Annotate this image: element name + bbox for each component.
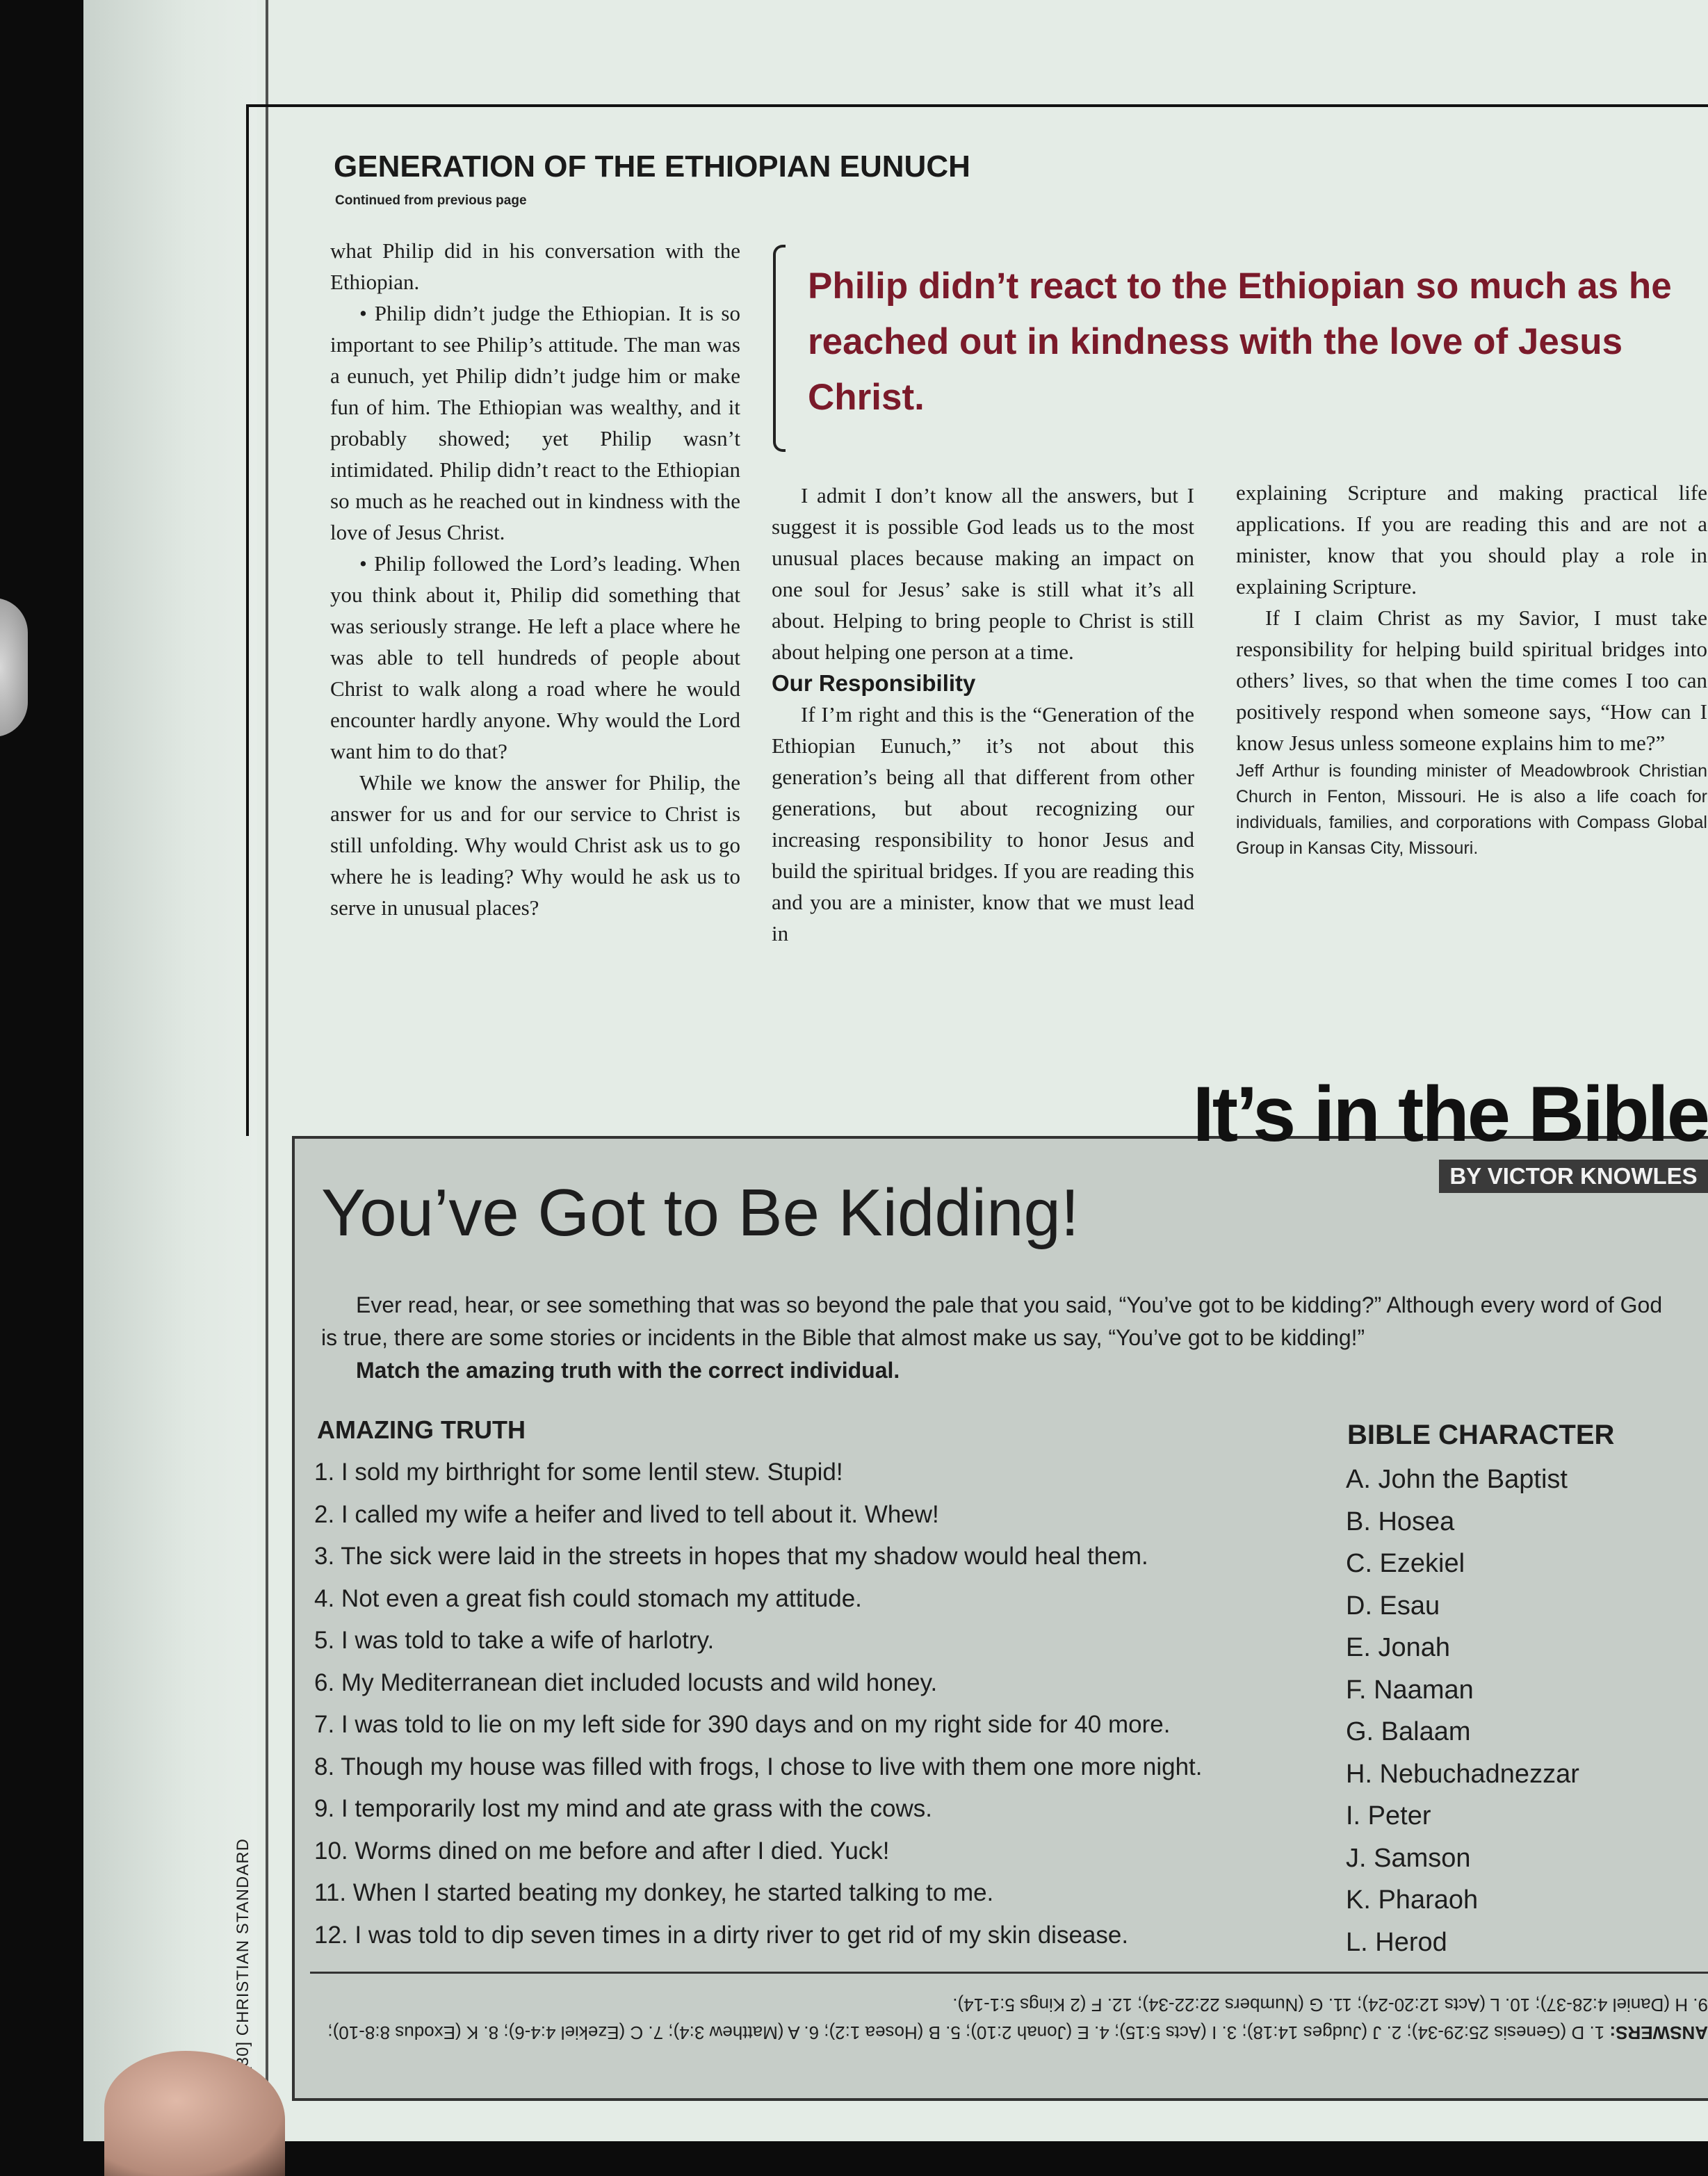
section-title: It’s in the Bible <box>1192 1071 1708 1158</box>
paragraph: what Philip did in his conversation with the Ethiopian. <box>330 238 740 294</box>
article-column-3 <box>1236 477 1707 861</box>
list-item: 3. The sick were laid in the streets in hopes that my shadow would heal them. <box>314 1543 1148 1570</box>
list-item: H. Nebuchadnezzar <box>1346 1759 1579 1789</box>
article-kicker: GENERATION OF THE ETHIOPIAN EUNUCH <box>334 149 970 184</box>
pull-quote <box>773 245 1698 446</box>
list-item: 9. I temporarily lost my mind and ate grass with the cows. <box>314 1795 932 1822</box>
list-item: 8. Though my house was filled with frogs, I chose to live with them one more night. <box>314 1753 1203 1780</box>
list-item: 12. I was told to dip seven times in a dirty river to get rid of my skin disease. <box>314 1921 1129 1949</box>
paragraph: If I claim Christ as my Savior, I must take responsibility for helping build spiritual bridges into others’ lives, so that when the time comes I too can positively respond when someone says, “How can I know Jesus unless someone explains him to me?” <box>1236 606 1707 755</box>
list-item: 11. When I started beating my donkey, he started talking to me. <box>314 1879 994 1906</box>
list-item: C. Ezekiel <box>1346 1549 1465 1578</box>
bible-character-list <box>1346 1459 1679 1963</box>
article-column-2 <box>772 480 1194 949</box>
amazing-truth-list <box>314 1452 1308 1956</box>
page-gutter <box>83 0 257 2141</box>
list-item: 1. I sold my birthright for some lentil stew. Stupid! <box>314 1459 843 1486</box>
intro-text: Ever read, hear, or see something that was so beyond the pale that you said, “You’ve got to be kidding?” Although every word of God is true, there are some stories or incidents in the Bible that almost make us say, “You’ve got to be kidding!” <box>321 1292 1663 1350</box>
byline: BY VICTOR KNOWLES <box>1439 1160 1708 1193</box>
article-column-1 <box>330 235 740 923</box>
list-item: A. John the Baptist <box>1346 1465 1568 1494</box>
paragraph: • Philip didn’t judge the Ethiopian. It is so important to see Philip’s attitude. The man was a eunuch, yet Philip didn’t judge him or make fun of him. The Ethiopian was wealthy, and it probably showed; yet Philip wasn’t intimidated. Philip didn’t react to the Ethiopian so much as he reached out in kindness with the love of Jesus Christ. <box>330 301 740 544</box>
binder-clip <box>0 598 28 737</box>
paragraph: • Philip followed the Lord’s leading. When you think about it, Philip did something that was seriously strange. He left a place where he was able to tell hundreds of people about Christ to walk along a road where he would encounter hardly anyone. Why would the Lord want him to do that? <box>330 551 740 763</box>
list-item: 6. My Mediterranean diet included locusts and wild honey. <box>314 1668 938 1696</box>
quiz-instruction: Match the amazing truth with the correct individual. <box>356 1358 900 1383</box>
list-item: 4. Not even a great fish could stomach my attitude. <box>314 1584 862 1612</box>
list-item: L. Herod <box>1346 1927 1447 1957</box>
subheading: Our Responsibility <box>772 670 976 696</box>
amazing-truth-heading: AMAZING TRUTH <box>317 1415 526 1444</box>
answers-text: 1. D (Genesis 25:29-34); 2. J (Judges 14:18); 3. I (Acts 5:15); 4. E (Jonah 2:10); 5. B (Hosea 1:2); 6. A (Matthew 3:4); 7. C (Ezekiel 4:4-6); 8. K (Exodus 8:8-10); 9. H (Daniel 4:28-37); 10. L (Acts 12:20-24); 11. G (Numbers 22:22-34); 12. F (2 Kings 5:1-14). <box>327 1995 1708 2043</box>
paragraph: If I’m right and this is the “Generation of the Ethiopian Eunuch,” it’s not about this generation’s being all that different from other generations, but about recognizing our increasing responsibility to honor Jesus and build the spiritual bridges. If you are reading this and you are a minister, know that we must lead in <box>772 702 1194 945</box>
list-item: J. Samson <box>1346 1843 1471 1873</box>
list-item: 2. I called my wife a heifer and lived to tell about it. Whew! <box>314 1500 939 1528</box>
list-item: E. Jonah <box>1346 1633 1450 1662</box>
list-item: B. Hosea <box>1346 1507 1455 1536</box>
paragraph: I admit I don’t know all the answers, but I suggest it is possible God leads us to the most unusual places because making an impact on one soul for Jesus’ sake is still what it’s all about. Helping to bring people to Christ is still about helping one person at a time. <box>772 483 1194 664</box>
paragraph: explaining Scripture and making practical life applications. If you are reading this and are not a minister, know that you should play a role in explaining Scripture. <box>1236 480 1707 599</box>
continued-note: Continued from previous page <box>335 193 527 208</box>
list-item: F. Naaman <box>1346 1675 1474 1705</box>
list-item: 5. I was told to take a wife of harlotry. <box>314 1627 715 1654</box>
quiz-title: You’ve Got to Be Kidding! <box>321 1176 1080 1250</box>
quiz-intro <box>321 1289 1684 1387</box>
bible-character-heading: BIBLE CHARACTER <box>1347 1420 1615 1450</box>
list-item: 7. I was told to lie on my left side for 390 days and on my right side for 40 more. <box>314 1711 1171 1738</box>
answers-divider <box>310 1972 1708 1974</box>
list-item: K. Pharaoh <box>1346 1885 1479 1915</box>
list-item: D. Esau <box>1346 1591 1440 1621</box>
list-item: 10. Worms dined on me before and after I died. Yuck! <box>314 1837 890 1865</box>
list-item: G. Balaam <box>1346 1717 1471 1746</box>
answers-label: ANSWERS: <box>1609 2022 1708 2043</box>
author-bio: Jeff Arthur is founding minister of Meadowbrook Christian Church in Fenton, Missouri. He is also a life coach for individuals, families, and corporations with Compass Global Group in Kansas City, Missouri. <box>1236 761 1707 858</box>
paragraph: While we know the answer for Philip, the answer for us and for our service to Christ is still unfolding. Why would Christ ask us to go where he is leading? Why would he ask us to serve in unusual places? <box>330 770 740 920</box>
pull-quote-text: Philip didn’t react to the Ethiopian so much as he reached out in kindness with the love of Jesus Christ. <box>808 266 1672 418</box>
answer-key-upside-down <box>310 1988 1708 2047</box>
list-item: I. Peter <box>1346 1801 1431 1830</box>
pull-quote-bracket <box>773 245 786 452</box>
page-footer: [30] CHRISTIAN STANDARD <box>234 1838 252 2072</box>
